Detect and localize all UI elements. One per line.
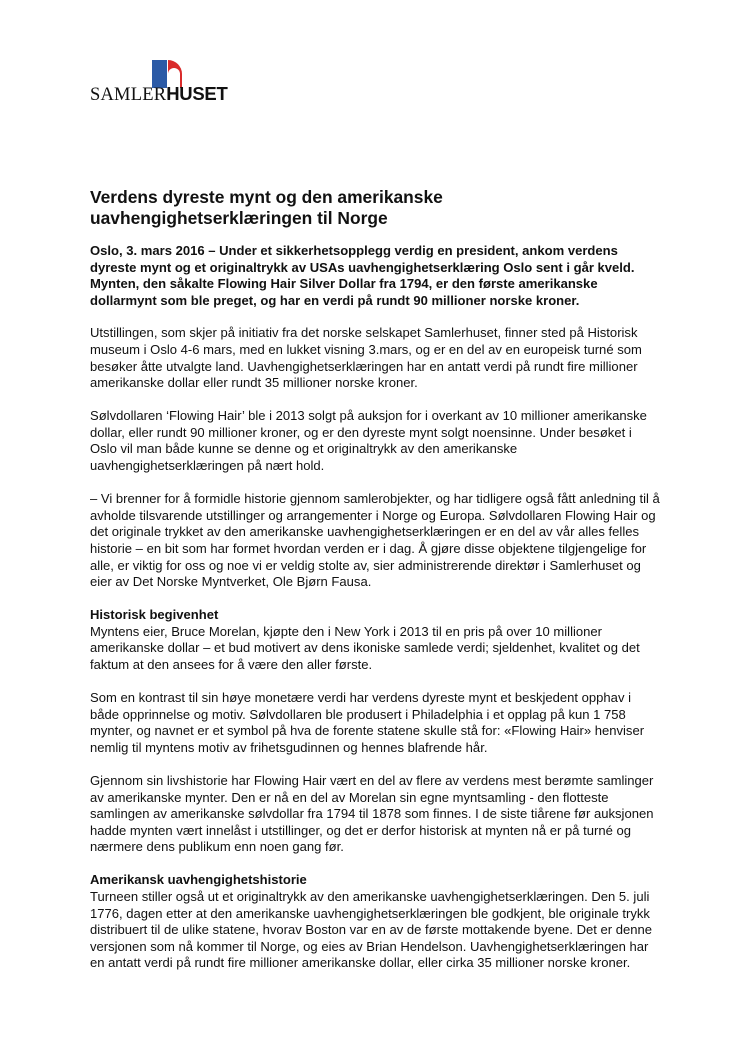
article-paragraph: Myntens eier, Bruce Morelan, kjøpte den i New York i 2013 til en pris på over 10 millioner amerikanske dollar – et bud motivert av dens ikoniske samlede verdi; sjeldenhet, kvalitet og det faktum at den ansees for å være den aller første. <box>90 623 640 672</box>
article-lead: Oslo, 3. mars 2016 – Under et sikkerhetsopplegg verdig en president, ankom verdens dyreste mynt og et originaltrykk av USAs uavhengighetserklæring Oslo sent i går kveld. Mynten, den såkalte Flowing Hair Silver Dollar fra 1794, er den første amerikanske dollarmynt som ble preget, og har en verdi på rundt 90 millioner norske kroner. <box>90 243 635 308</box>
article-paragraph: Turneen stiller også ut et originaltrykk av den amerikanske uavhengighetserklæringen. Den 5. juli 1776, dagen etter at den amerikanske uavhengighetserklæringen ble godkjent, ble originale trykk distribuert til de ulike statene, hvorav Boston var en av de første mottakende byene. Det er denne versjonen som nå kommer til Norge, og eies av Brian Hendelson. Uavhengighetserklæringen har en antatt verdi på rundt fire millioner amerikanske dollar, eller cirka 35 millioner norske kroner. <box>90 889 653 971</box>
press-release <box>90 187 660 988</box>
article-paragraph: – Vi brenner for å formidle historie gjennom samlerobjekter, og har tidligere også fått anledning til å avholde tilsvarende utstillinger og arrangementer i Norge og Europa. Sølvdollaren Flowing Hair og det originale trykket av den amerikanske uavhengighetserklæringen er en del av vår alles felles historie – en bit som har formet hvordan verden er i dag. Å gjøre disse objektene tilgjengelige for alle, er viktig for oss og noe vi er veldig stolte av, sier administrerende direktør i Samlerhuset og eier av Det Norske Myntverket, Ole Bjørn Fausa. <box>90 491 660 590</box>
logo-text-thin: SAMLER <box>90 85 167 105</box>
logo-wordmark <box>90 84 227 105</box>
samlerhuset-logo <box>90 60 250 104</box>
article-title: Verdens dyreste mynt og den amerikanske uavhengighetserklæringen til Norge <box>90 187 443 228</box>
article-paragraph: Gjennom sin livshistorie har Flowing Hair vært en del av flere av verdens mest berømte samlinger av amerikanske mynter. Den er nå en del av Morelan sin egne myntsamling - den flotteste samlingen av amerikanske sølvdollar fra 1794 til 1878 som finnes. I de siste tiårene før auksjonen hadde mynten vært innelåst i utstillinger, og det er derfor historisk at mynten nå er på turné og nærmere dens publikum enn noen gang før. <box>90 772 654 855</box>
article-paragraph: Som en kontrast til sin høye monetære verdi har verdens dyreste mynt et beskjedent opphav i både opprinnelse og motiv. Sølvdollaren ble produsert i Philadelphia i et opplag på kun 1 758 mynter, og navnet er et symbol på hva de forente statene skulle stå for: «Flowing Hair» henviser nemlig til myntens motiv av frihetsgudinnen og hennes blafrende hår. <box>90 690 645 755</box>
section-heading-amerikansk: Amerikansk uavhengighetshistorie <box>90 872 307 888</box>
article-paragraph: Utstillingen, som skjer på initiativ fra det norske selskapet Samlerhuset, finner sted på Historisk museum i Oslo 4-6 mars, med en lukket visning 3.mars, og er en del av en europeisk turné som besøker åtte utvalgte land. Uavhengighetserklæringen har en antatt verdi på rundt fire millioner amerikanske dollar eller rundt 35 millioner norske kroner. <box>90 325 642 391</box>
logo-text-bold: HUSET <box>166 83 228 104</box>
article-paragraph: Sølvdollaren ‘Flowing Hair’ ble i 2013 solgt på auksjon for i overkant av 10 millioner amerikanske dollar, eller rundt 90 millioner kroner, og er den dyreste mynt solgt noensinne. Under besøket i Oslo vil man både kunne se denne og et originaltrykk av den amerikanske uavhengighetserklæringen på nært hold. <box>90 408 647 474</box>
section-heading-historisk: Historisk begivenhet <box>90 607 219 623</box>
